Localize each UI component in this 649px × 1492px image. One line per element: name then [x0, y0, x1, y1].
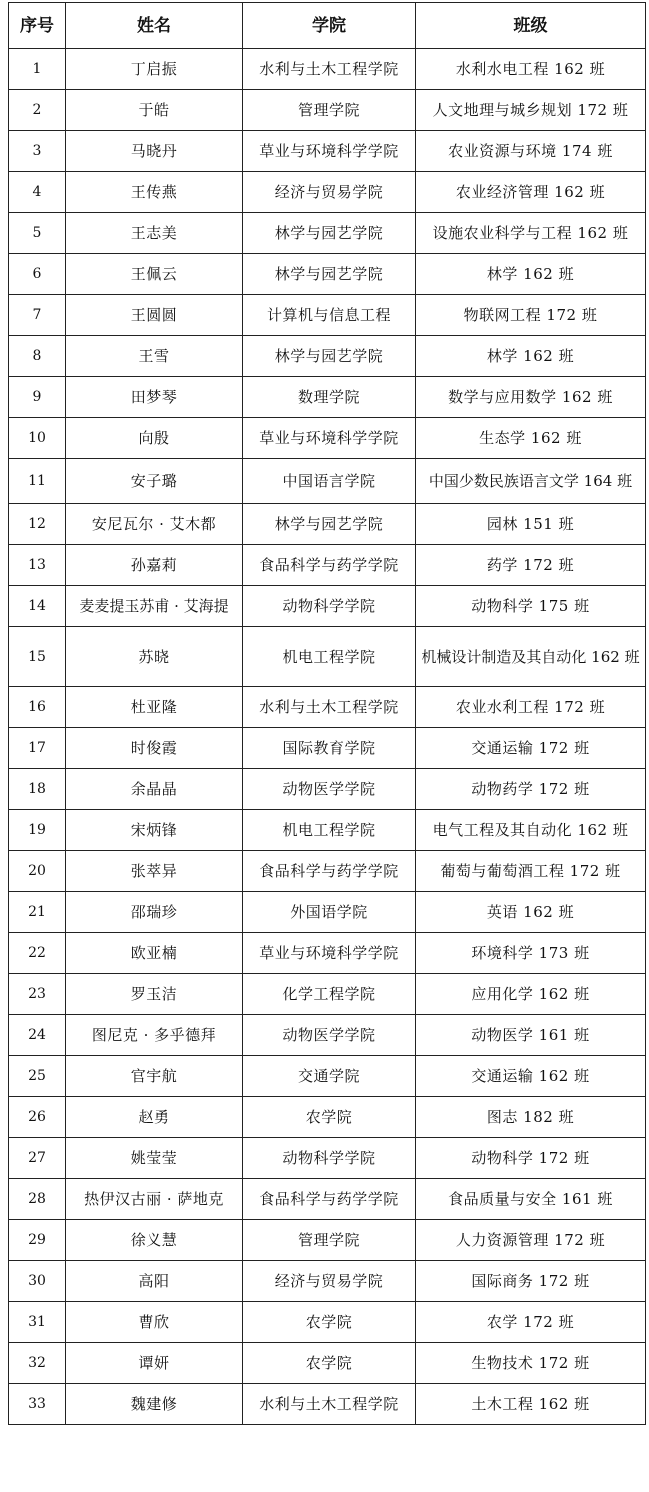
college-cell: 水利与土木工程学院	[243, 687, 416, 728]
name-cell: 丁启振	[66, 49, 243, 90]
table-row	[9, 1138, 646, 1179]
name-cell: 王传燕	[66, 172, 243, 213]
name-cell: 谭妍	[66, 1343, 243, 1384]
table-row	[9, 933, 646, 974]
name-cell: 邵瑞珍	[66, 892, 243, 933]
name-cell: 魏建修	[66, 1384, 243, 1425]
college-cell: 草业与环境科学学院	[243, 418, 416, 459]
college-cell: 食品科学与药学学院	[243, 851, 416, 892]
table-row	[9, 974, 646, 1015]
table-row	[9, 1343, 646, 1384]
college-cell: 农学院	[243, 1097, 416, 1138]
college-cell: 林学与园艺学院	[243, 504, 416, 545]
table-row	[9, 172, 646, 213]
name-cell: 苏晓	[66, 627, 243, 687]
table-body	[9, 49, 646, 1425]
class-cell: 电气工程及其自动化 162 班	[416, 810, 646, 851]
student-list-table	[8, 2, 646, 1425]
index-cell: 14	[9, 586, 66, 627]
table-row	[9, 90, 646, 131]
index-cell: 15	[9, 627, 66, 687]
college-cell: 动物医学学院	[243, 1015, 416, 1056]
index-cell: 21	[9, 892, 66, 933]
index-cell: 18	[9, 769, 66, 810]
name-cell: 王雪	[66, 336, 243, 377]
class-cell: 人力资源管理 172 班	[416, 1220, 646, 1261]
college-cell: 数理学院	[243, 377, 416, 418]
index-cell: 29	[9, 1220, 66, 1261]
table-row	[9, 1220, 646, 1261]
class-cell: 土木工程 162 班	[416, 1384, 646, 1425]
class-cell: 农业资源与环境 174 班	[416, 131, 646, 172]
table-row	[9, 1261, 646, 1302]
college-cell: 林学与园艺学院	[243, 336, 416, 377]
college-cell: 经济与贸易学院	[243, 1261, 416, 1302]
college-cell: 外国语学院	[243, 892, 416, 933]
name-cell: 向殷	[66, 418, 243, 459]
index-cell: 31	[9, 1302, 66, 1343]
class-cell: 国际商务 172 班	[416, 1261, 646, 1302]
name-cell: 田梦琴	[66, 377, 243, 418]
class-cell: 药学 172 班	[416, 545, 646, 586]
table-row	[9, 851, 646, 892]
table-row	[9, 504, 646, 545]
table-row	[9, 1179, 646, 1220]
name-cell: 安尼瓦尔 · 艾木都	[66, 504, 243, 545]
college-cell: 管理学院	[243, 1220, 416, 1261]
name-cell: 热伊汉古丽 · 萨地克	[66, 1179, 243, 1220]
index-cell: 28	[9, 1179, 66, 1220]
table-row	[9, 810, 646, 851]
name-cell: 杜亚隆	[66, 687, 243, 728]
table-row	[9, 1097, 646, 1138]
class-cell: 生物技术 172 班	[416, 1343, 646, 1384]
class-cell: 应用化学 162 班	[416, 974, 646, 1015]
class-cell: 生态学 162 班	[416, 418, 646, 459]
index-cell: 30	[9, 1261, 66, 1302]
table-row	[9, 687, 646, 728]
class-cell: 动物科学 175 班	[416, 586, 646, 627]
table-row	[9, 418, 646, 459]
name-cell: 安子璐	[66, 459, 243, 504]
index-cell: 7	[9, 295, 66, 336]
index-cell: 19	[9, 810, 66, 851]
index-cell: 5	[9, 213, 66, 254]
index-cell: 22	[9, 933, 66, 974]
class-cell: 葡萄与葡萄酒工程 172 班	[416, 851, 646, 892]
table-row	[9, 49, 646, 90]
class-cell: 英语 162 班	[416, 892, 646, 933]
header-row	[9, 3, 646, 49]
college-cell: 动物医学学院	[243, 769, 416, 810]
index-cell: 32	[9, 1343, 66, 1384]
class-cell: 机械设计制造及其自动化 162 班	[416, 627, 646, 687]
college-cell: 水利与土木工程学院	[243, 49, 416, 90]
index-cell: 24	[9, 1015, 66, 1056]
table-row	[9, 295, 646, 336]
name-cell: 徐义慧	[66, 1220, 243, 1261]
table-row	[9, 627, 646, 687]
index-cell: 12	[9, 504, 66, 545]
college-cell: 动物科学学院	[243, 586, 416, 627]
index-cell: 20	[9, 851, 66, 892]
table-row	[9, 1302, 646, 1343]
college-cell: 水利与土木工程学院	[243, 1384, 416, 1425]
index-cell: 25	[9, 1056, 66, 1097]
class-cell: 水利水电工程 162 班	[416, 49, 646, 90]
college-cell: 林学与园艺学院	[243, 254, 416, 295]
index-cell: 27	[9, 1138, 66, 1179]
name-cell: 罗玉洁	[66, 974, 243, 1015]
college-cell: 动物科学学院	[243, 1138, 416, 1179]
class-cell: 林学 162 班	[416, 336, 646, 377]
table-row	[9, 586, 646, 627]
table-row	[9, 213, 646, 254]
class-cell: 农业经济管理 162 班	[416, 172, 646, 213]
college-cell: 农学院	[243, 1302, 416, 1343]
college-cell: 经济与贸易学院	[243, 172, 416, 213]
name-cell: 赵勇	[66, 1097, 243, 1138]
index-cell: 4	[9, 172, 66, 213]
index-cell: 13	[9, 545, 66, 586]
class-cell: 动物药学 172 班	[416, 769, 646, 810]
index-cell: 11	[9, 459, 66, 504]
class-cell: 林学 162 班	[416, 254, 646, 295]
class-cell: 交通运输 172 班	[416, 728, 646, 769]
college-cell: 林学与园艺学院	[243, 213, 416, 254]
name-cell: 王志美	[66, 213, 243, 254]
name-cell: 孙嘉莉	[66, 545, 243, 586]
college-cell: 中国语言学院	[243, 459, 416, 504]
college-cell: 机电工程学院	[243, 810, 416, 851]
name-cell: 王佩云	[66, 254, 243, 295]
header-index: 序号	[9, 3, 66, 49]
name-cell: 麦麦提玉苏甫 · 艾海提	[66, 586, 243, 627]
name-cell: 图尼克 · 多乎德拜	[66, 1015, 243, 1056]
class-cell: 园林 151 班	[416, 504, 646, 545]
name-cell: 张萃异	[66, 851, 243, 892]
table-row	[9, 336, 646, 377]
header-college: 学院	[243, 3, 416, 49]
name-cell: 高阳	[66, 1261, 243, 1302]
name-cell: 姚莹莹	[66, 1138, 243, 1179]
class-cell: 物联网工程 172 班	[416, 295, 646, 336]
college-cell: 食品科学与药学学院	[243, 545, 416, 586]
college-cell: 管理学院	[243, 90, 416, 131]
class-cell: 农业水利工程 172 班	[416, 687, 646, 728]
college-cell: 计算机与信息工程	[243, 295, 416, 336]
college-cell: 食品科学与药学学院	[243, 1179, 416, 1220]
name-cell: 马晓丹	[66, 131, 243, 172]
index-cell: 26	[9, 1097, 66, 1138]
index-cell: 33	[9, 1384, 66, 1425]
index-cell: 2	[9, 90, 66, 131]
index-cell: 9	[9, 377, 66, 418]
header-class: 班级	[416, 3, 646, 49]
index-cell: 23	[9, 974, 66, 1015]
name-cell: 欧亚楠	[66, 933, 243, 974]
name-cell: 余晶晶	[66, 769, 243, 810]
class-cell: 数学与应用数学 162 班	[416, 377, 646, 418]
table-row	[9, 892, 646, 933]
index-cell: 1	[9, 49, 66, 90]
index-cell: 16	[9, 687, 66, 728]
class-cell: 食品质量与安全 161 班	[416, 1179, 646, 1220]
index-cell: 3	[9, 131, 66, 172]
name-cell: 于皓	[66, 90, 243, 131]
name-cell: 王圆圆	[66, 295, 243, 336]
class-cell: 动物医学 161 班	[416, 1015, 646, 1056]
name-cell: 宋炳锋	[66, 810, 243, 851]
college-cell: 农学院	[243, 1343, 416, 1384]
table-row	[9, 459, 646, 504]
header-name: 姓名	[66, 3, 243, 49]
class-cell: 农学 172 班	[416, 1302, 646, 1343]
table-row	[9, 1015, 646, 1056]
table-row	[9, 545, 646, 586]
table-row	[9, 769, 646, 810]
table-row	[9, 131, 646, 172]
table-row	[9, 728, 646, 769]
table-row	[9, 1384, 646, 1425]
college-cell: 国际教育学院	[243, 728, 416, 769]
table-row	[9, 1056, 646, 1097]
class-cell: 中国少数民族语言文学 164 班	[416, 459, 646, 504]
class-cell: 交通运输 162 班	[416, 1056, 646, 1097]
index-cell: 17	[9, 728, 66, 769]
college-cell: 化学工程学院	[243, 974, 416, 1015]
class-cell: 环境科学 173 班	[416, 933, 646, 974]
index-cell: 8	[9, 336, 66, 377]
college-cell: 机电工程学院	[243, 627, 416, 687]
class-cell: 动物科学 172 班	[416, 1138, 646, 1179]
index-cell: 10	[9, 418, 66, 459]
college-cell: 草业与环境科学学院	[243, 131, 416, 172]
college-cell: 草业与环境科学学院	[243, 933, 416, 974]
name-cell: 曹欣	[66, 1302, 243, 1343]
name-cell: 时俊霞	[66, 728, 243, 769]
table-row	[9, 254, 646, 295]
index-cell: 6	[9, 254, 66, 295]
name-cell: 官宇航	[66, 1056, 243, 1097]
class-cell: 图志 182 班	[416, 1097, 646, 1138]
table-row	[9, 377, 646, 418]
class-cell: 设施农业科学与工程 162 班	[416, 213, 646, 254]
college-cell: 交通学院	[243, 1056, 416, 1097]
class-cell: 人文地理与城乡规划 172 班	[416, 90, 646, 131]
